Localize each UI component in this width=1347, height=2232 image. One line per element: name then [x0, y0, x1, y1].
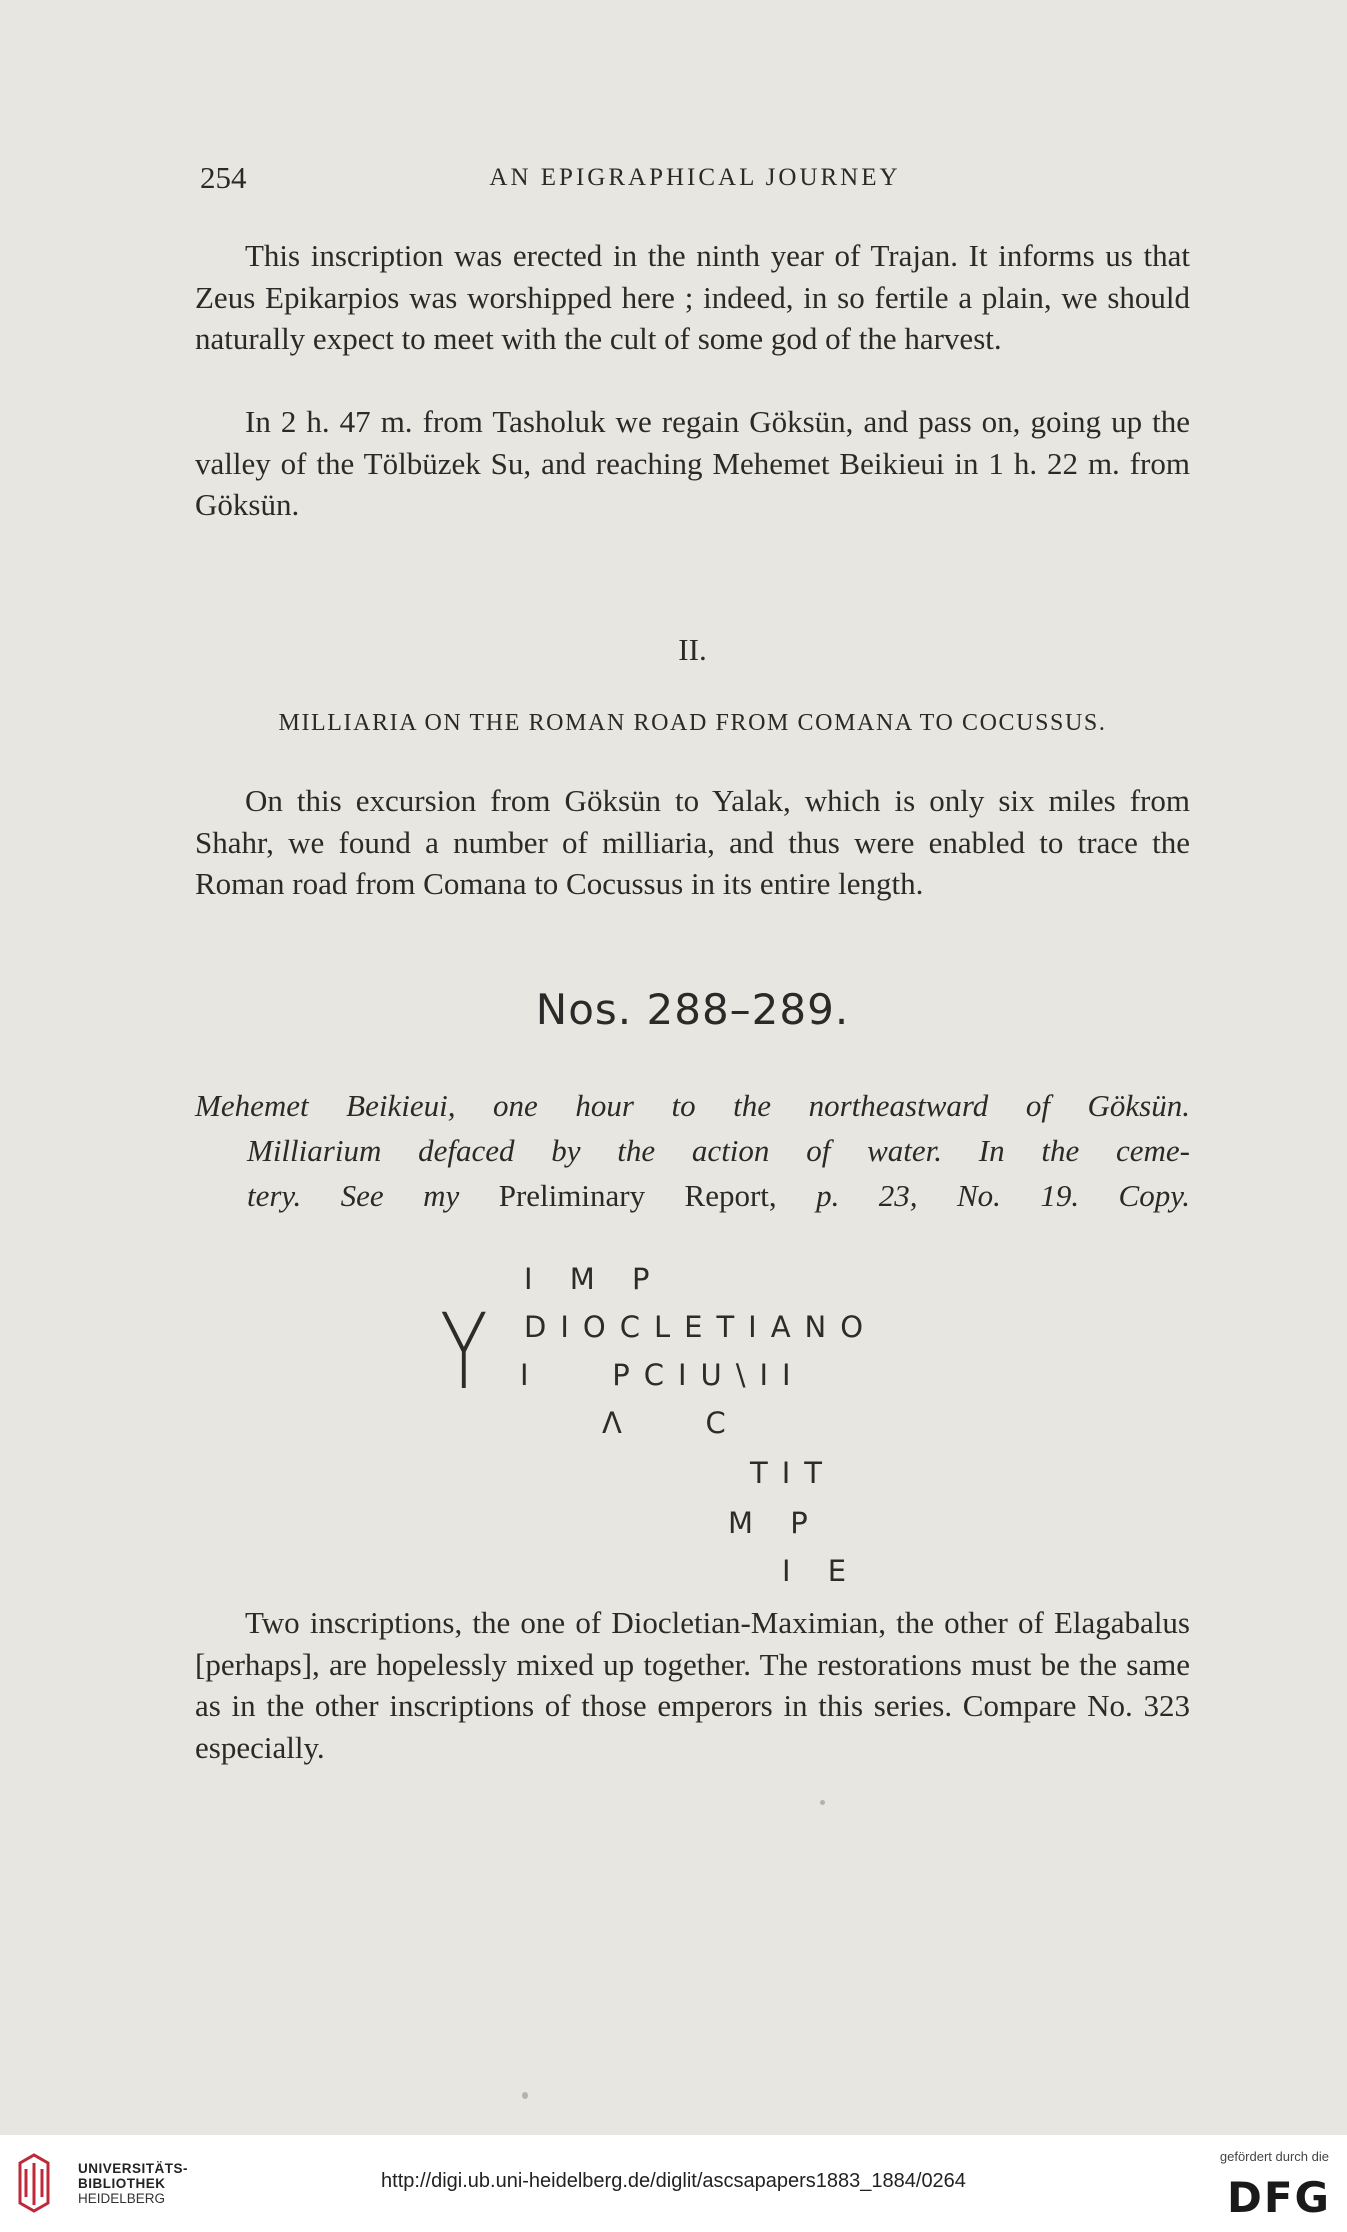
page-number: 254: [200, 160, 247, 195]
inscription-transcript: [420, 1262, 980, 1588]
paragraph-trajan: This inscription was erected in the ninth year of Trajan. It informs us that Zeus Epikarpios was worshipped here ; indeed, in so fertile a plain, we should naturally expect to meet with the cult of some god of the harvest.: [195, 238, 1190, 356]
entry-line-3: [195, 1173, 1190, 1218]
library-line-1: UNIVERSITÄTS-: [78, 2161, 189, 2176]
preliminary-report-title: Preliminary Report,: [498, 1178, 817, 1213]
ink-spot: [522, 2092, 528, 2099]
inscription-line-3: I PCIU\II: [520, 1358, 805, 1392]
entry-line-3-a: tery. See my: [247, 1178, 499, 1213]
entry-line-3-c: p. 23, No. 19. Copy.: [816, 1178, 1190, 1213]
inscription-line-1: I M P: [524, 1262, 664, 1296]
library-line-2: BIBLIOTHEK: [78, 2176, 166, 2191]
paragraph-route: In 2 h. 47 m. from Tasholuk we regain Göksün, and pass on, going up the valley of the Tölbüzek Su, and reaching Mehemet Beikieui in 1 h. 22 m. from Göksün.: [195, 404, 1190, 522]
entry-line-1: Mehemet Beikieui, one hour to the northeastward of Göksün.: [195, 1088, 1190, 1123]
section-title: MILLIARIA ON THE ROMAN ROAD FROM COMANA TO COCUSSUS.: [278, 710, 1107, 736]
inscription-line-6: M P: [728, 1506, 822, 1540]
entry-description: [195, 1083, 1190, 1218]
running-title: AN EPIGRAPHICAL JOURNEY: [489, 164, 901, 191]
ink-spot: [820, 1800, 825, 1805]
paragraph-excursion: On this excursion from Göksün to Yalak, which is only six miles from Shahr, we found a number of milliaria, and thus were enabled to trace the Roman road from Comana to Cocussus in its entire length.: [195, 783, 1190, 901]
library-line-3: HEIDELBERG: [78, 2191, 166, 2206]
dfg-logo: DFG: [1226, 2173, 1331, 2222]
inscription-line-2: DIOCLETIANO: [524, 1310, 878, 1344]
footer-bar: [0, 2135, 1347, 2232]
inscription-line-5: TIT: [750, 1456, 836, 1490]
inscription-line-7: I E: [782, 1554, 861, 1588]
paragraph-restorations: Two inscriptions, the one of Diocletian-Maximian, the other of Elagabalus [perhaps], are hopelessly mixed up together. The restorations must be the same as in the other inscriptions of those emperors in this series. Compare No. 323 especially.: [195, 1605, 1190, 1765]
inscription-line-4: Λ C: [602, 1406, 740, 1440]
entry-line-2: Milliarium defaced by the action of water. In the ceme-: [247, 1133, 1190, 1168]
entry-number: Nos. 288–289.: [535, 985, 850, 1034]
page-header: [200, 160, 1190, 204]
section-number: II.: [678, 632, 707, 667]
funding-note: gefördert durch die: [1219, 2149, 1329, 2164]
permalink-url[interactable]: http://digi.ub.uni-heidelberg.de/diglit/ascsapapers1883_1884/0264: [381, 2170, 966, 2192]
inscription-big-letter: Y: [440, 1291, 488, 1413]
